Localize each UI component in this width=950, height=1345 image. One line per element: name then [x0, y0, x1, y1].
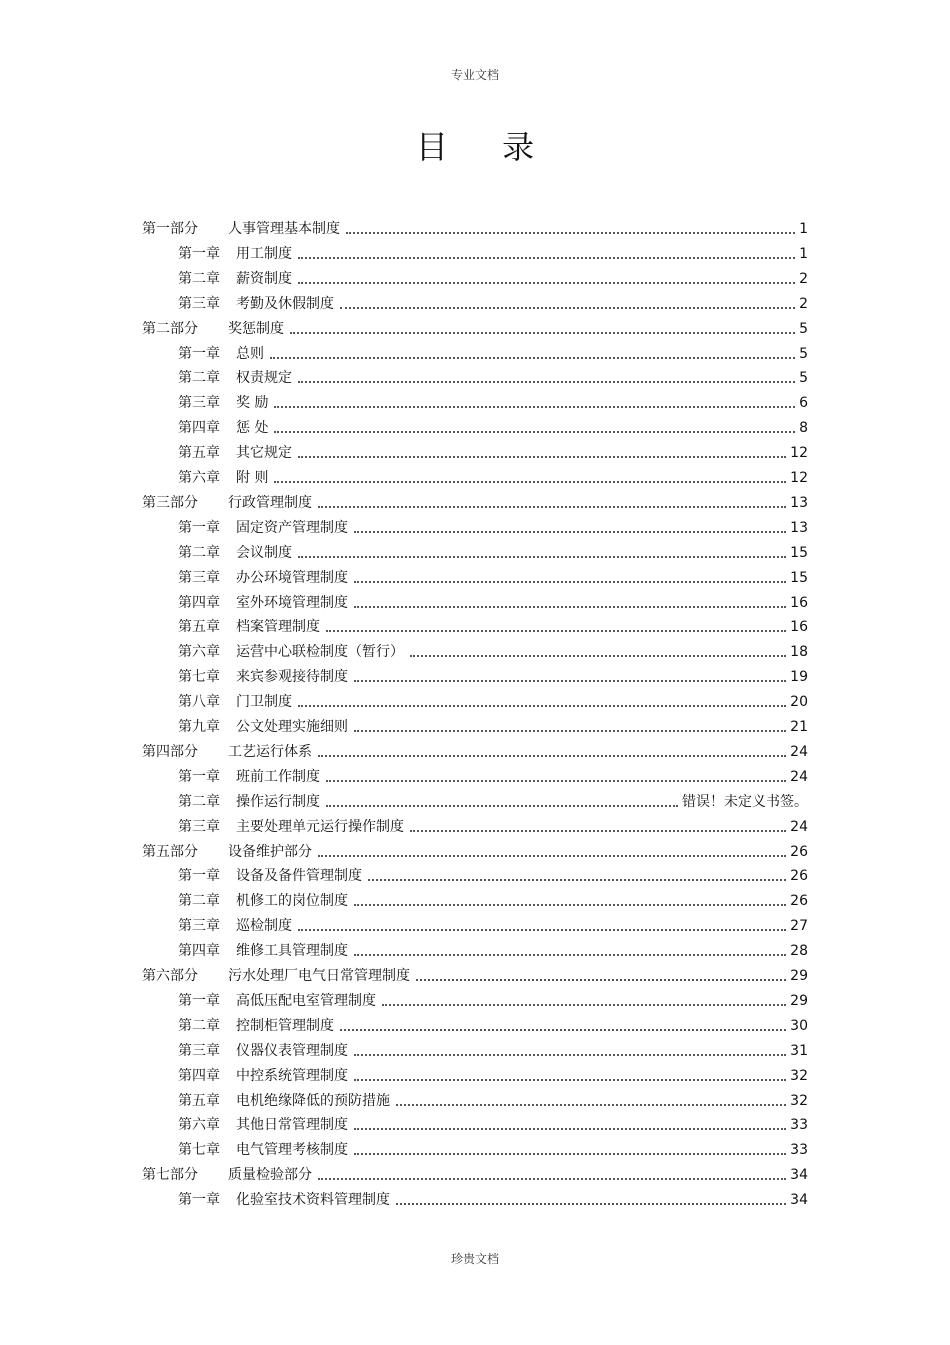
toc-leader-dots — [354, 1153, 786, 1155]
toc-entry-title: 公文处理实施细则 — [236, 719, 348, 735]
toc-leader-dots — [326, 630, 786, 632]
toc-entry-title: 控制柜管理制度 — [236, 1017, 334, 1034]
toc-entry-page: 32 — [790, 1092, 808, 1109]
toc-part-entry[interactable] — [142, 737, 808, 761]
toc-entry-title: 维修工具管理制度 — [236, 943, 348, 960]
toc-entry-title: 电机绝缘降低的预防措施 — [236, 1092, 390, 1109]
toc-entry-page: 1 — [799, 245, 808, 262]
toc-entry-number: 第一章 — [178, 519, 220, 536]
toc-entry-number: 第一章 — [178, 245, 220, 262]
toc-entry-title: 工艺运行体系 — [228, 743, 312, 760]
toc-entry-number: 第七部分 — [142, 1167, 198, 1184]
toc-leader-dots — [354, 606, 786, 608]
toc-chapter-entry[interactable] — [178, 986, 808, 1010]
toc-entry-title: 设备维护部分 — [228, 843, 312, 860]
toc-part-entry[interactable] — [142, 961, 808, 985]
toc-chapter-entry[interactable] — [178, 513, 808, 537]
toc-entry-page: 34 — [790, 1167, 808, 1184]
toc-entry-page: 5 — [799, 345, 808, 362]
toc-chapter-entry[interactable] — [178, 787, 808, 811]
toc-entry-page: 20 — [790, 694, 808, 711]
toc-entry-title: 设备及备件管理制度 — [236, 868, 362, 885]
toc-entry-number: 第七章 — [178, 669, 220, 686]
toc-entry-title: 班前工作制度 — [236, 768, 320, 785]
toc-entry-title: 仪器仪表管理制度 — [236, 1042, 348, 1059]
toc-entry-number: 第五章 — [178, 1092, 220, 1109]
toc-entry-number: 第二章 — [178, 544, 220, 561]
toc-chapter-entry[interactable] — [178, 1185, 808, 1209]
toc-leader-dots — [326, 780, 786, 782]
toc-chapter-entry[interactable] — [178, 911, 808, 935]
toc-entry-page: 19 — [790, 669, 808, 686]
toc-entry-number: 第三章 — [178, 818, 220, 835]
toc-entry-number: 第一章 — [178, 868, 220, 885]
toc-entry-title: 污水处理厂电气日常管理制度 — [228, 968, 410, 984]
toc-leader-dots — [396, 1104, 786, 1106]
toc-entry-page: 24 — [790, 768, 808, 785]
toc-entry-page: 16 — [790, 594, 808, 611]
toc-entry-page: 2 — [799, 270, 808, 287]
toc-entry-title: 室外环境管理制度 — [236, 594, 348, 611]
toc-entry-title: 薪资制度 — [236, 270, 292, 287]
toc-entry-number: 第二章 — [178, 270, 220, 287]
toc-leader-dots — [298, 705, 786, 707]
toc-entry-number: 第四章 — [178, 594, 220, 611]
toc-entry-number: 第三章 — [178, 1042, 220, 1059]
toc-chapter-entry[interactable] — [178, 637, 808, 661]
toc-leader-dots — [354, 531, 786, 533]
toc-entry-number: 第四章 — [178, 420, 220, 437]
toc-entry-number: 第三章 — [178, 918, 220, 935]
toc-entry-title: 惩 处 — [236, 420, 269, 437]
toc-chapter-entry[interactable] — [178, 563, 808, 587]
toc-entry-title: 机修工的岗位制度 — [236, 893, 348, 910]
toc-leader-dots — [354, 581, 786, 583]
toc-leader-dots — [416, 979, 786, 981]
toc-entry-title: 奖 励 — [236, 395, 269, 412]
toc-entry-title: 质量检验部分 — [228, 1167, 312, 1184]
toc-entry-number: 第一章 — [178, 1192, 220, 1209]
toc-entry-page: 13 — [790, 519, 808, 536]
toc-entry-number: 第五章 — [178, 619, 220, 636]
toc-entry-title: 附 则 — [236, 470, 269, 486]
toc-entry-page: 33 — [790, 1142, 808, 1159]
toc-entry-title: 总则 — [236, 345, 264, 362]
toc-entry-page: 29 — [790, 992, 808, 1009]
toc-leader-dots — [298, 556, 786, 558]
toc-leader-dots — [326, 805, 678, 807]
toc-chapter-entry[interactable] — [178, 861, 808, 885]
toc-chapter-entry[interactable] — [178, 363, 808, 387]
toc-entry-page: 31 — [790, 1042, 808, 1059]
toc-entry-page: 30 — [790, 1017, 808, 1034]
toc-leader-dots — [270, 357, 795, 359]
toc-entry-title: 人事管理基本制度 — [228, 221, 340, 237]
toc-chapter-entry[interactable] — [178, 762, 808, 786]
toc-entry-page: 错误！未定义书签。 — [682, 793, 808, 810]
toc-chapter-entry[interactable] — [178, 264, 808, 288]
toc-entry-title: 化验室技术资料管理制度 — [236, 1192, 390, 1209]
toc-leader-dots — [382, 1004, 786, 1006]
toc-entry-title: 档案管理制度 — [236, 619, 320, 636]
toc-entry-title: 奖惩制度 — [228, 320, 284, 337]
toc-entry-title: 电气管理考核制度 — [236, 1142, 348, 1159]
toc-entry-number: 第三部分 — [142, 494, 198, 511]
toc-entry-page: 6 — [799, 395, 808, 412]
toc-chapter-entry[interactable] — [178, 1036, 808, 1060]
toc-part-entry[interactable] — [142, 1160, 808, 1184]
page-header: 专业文档 — [450, 68, 499, 82]
toc-entry-page: 12 — [790, 445, 808, 462]
toc-entry-title: 考勤及休假制度 — [236, 295, 334, 312]
toc-leader-dots — [274, 431, 795, 433]
toc-chapter-entry[interactable] — [178, 687, 808, 711]
toc-chapter-entry[interactable] — [178, 388, 808, 412]
toc-leader-dots — [346, 232, 795, 234]
toc-entry-page: 5 — [799, 370, 808, 387]
toc-leader-dots — [354, 1054, 786, 1056]
toc-entry-number: 第三章 — [178, 569, 220, 586]
toc-leader-dots — [354, 1079, 786, 1081]
toc-entry-page: 16 — [790, 619, 808, 636]
toc-entry-number: 第六章 — [178, 470, 220, 486]
toc-entry-page: 8 — [799, 420, 808, 437]
toc-entry-page: 32 — [790, 1067, 808, 1084]
toc-leader-dots — [396, 1203, 786, 1205]
toc-entry-number: 第一章 — [178, 345, 220, 362]
toc-chapter-entry[interactable] — [178, 339, 808, 363]
toc-part-entry[interactable] — [142, 214, 808, 238]
toc-part-entry[interactable] — [142, 314, 808, 338]
page-title: 目 录 — [415, 128, 557, 166]
toc-entry-title: 来宾参观接待制度 — [236, 669, 348, 686]
toc-entry-title: 门卫制度 — [236, 694, 292, 711]
toc-entry-page: 29 — [790, 968, 808, 984]
toc-entry-number: 第二章 — [178, 1017, 220, 1034]
toc-entry-page: 21 — [790, 719, 808, 735]
toc-entry-title: 其他日常管理制度 — [236, 1117, 348, 1134]
toc-entry-title: 高低压配电室管理制度 — [236, 992, 376, 1009]
toc-entry-number: 第四部分 — [142, 743, 198, 760]
toc-entry-page: 26 — [790, 868, 808, 885]
toc-entry-page: 24 — [790, 743, 808, 760]
toc-entry-number: 第八章 — [178, 694, 220, 711]
toc-leader-dots — [354, 954, 786, 956]
toc-leader-dots — [410, 655, 786, 657]
toc-leader-dots — [410, 830, 786, 832]
toc-leader-dots — [318, 506, 786, 508]
toc-leader-dots — [274, 406, 795, 408]
toc-leader-dots — [274, 481, 786, 483]
toc-chapter-entry[interactable] — [178, 886, 808, 910]
toc-entry-number: 第一章 — [178, 992, 220, 1009]
toc-entry-page: 2 — [799, 295, 808, 312]
toc-entry-title: 巡检制度 — [236, 918, 292, 935]
toc-entry-number: 第一部分 — [142, 221, 198, 237]
toc-entry-number: 第六章 — [178, 1117, 220, 1134]
toc-entry-page: 28 — [790, 943, 808, 960]
toc-chapter-entry[interactable] — [178, 1061, 808, 1085]
toc-chapter-entry[interactable] — [178, 289, 808, 313]
toc-entry-number: 第六部分 — [142, 968, 198, 984]
toc-entry-title: 其它规定 — [236, 445, 292, 462]
toc-leader-dots — [318, 1178, 786, 1180]
toc-entry-number: 第五章 — [178, 445, 220, 462]
toc-entry-page: 18 — [790, 644, 808, 661]
toc-chapter-entry[interactable] — [178, 1110, 808, 1134]
toc-entry-page: 1 — [799, 221, 808, 237]
toc-chapter-entry[interactable] — [178, 438, 808, 462]
toc-entry-number: 第六章 — [178, 644, 220, 661]
toc-chapter-entry[interactable] — [178, 1135, 808, 1159]
toc-chapter-entry[interactable] — [178, 413, 808, 437]
toc-chapter-entry[interactable] — [178, 712, 808, 736]
toc-entry-title: 办公环境管理制度 — [236, 569, 348, 586]
toc-entry-title: 固定资产管理制度 — [236, 519, 348, 536]
toc-chapter-entry[interactable] — [178, 1011, 808, 1035]
toc-entry-page: 15 — [790, 569, 808, 586]
toc-entry-title: 运营中心联检制度（暂行） — [236, 644, 404, 661]
toc-entry-number: 第一章 — [178, 768, 220, 785]
toc-leader-dots — [298, 282, 795, 284]
toc-chapter-entry[interactable] — [178, 463, 808, 487]
toc-entry-title: 操作运行制度 — [236, 793, 320, 810]
toc-entry-number: 第七章 — [178, 1142, 220, 1159]
toc-chapter-entry[interactable] — [178, 588, 808, 612]
toc-leader-dots — [318, 755, 786, 757]
toc-entry-number: 第二章 — [178, 793, 220, 810]
toc-entry-number: 第二章 — [178, 370, 220, 387]
toc-entry-number: 第三章 — [178, 395, 220, 412]
toc-leader-dots — [354, 680, 786, 682]
toc-entry-title: 权责规定 — [236, 370, 292, 387]
toc-leader-dots — [340, 307, 795, 309]
toc-entry-title: 中控系统管理制度 — [236, 1067, 348, 1084]
toc-entry-page: 27 — [790, 918, 808, 935]
page-footer: 珍贵文档 — [450, 1252, 499, 1266]
toc-part-entry[interactable] — [142, 488, 808, 512]
toc-leader-dots — [354, 904, 786, 906]
toc-leader-dots — [340, 1029, 786, 1031]
toc-entry-page: 12 — [790, 470, 808, 486]
toc-leader-dots — [354, 730, 786, 732]
toc-entry-number: 第二章 — [178, 893, 220, 910]
toc-chapter-entry[interactable] — [178, 538, 808, 562]
toc-chapter-entry[interactable] — [178, 612, 808, 636]
toc-chapter-entry[interactable] — [178, 936, 808, 960]
toc-entry-title: 会议制度 — [236, 544, 292, 561]
toc-entry-number: 第四章 — [178, 943, 220, 960]
toc-entry-number: 第二部分 — [142, 320, 198, 337]
toc-leader-dots — [290, 332, 795, 334]
toc-entry-page: 15 — [790, 544, 808, 561]
toc-entry-title: 主要处理单元运行操作制度 — [236, 818, 404, 835]
toc-leader-dots — [368, 879, 786, 881]
toc-leader-dots — [318, 855, 786, 857]
toc-leader-dots — [298, 929, 786, 931]
toc-chapter-entry[interactable] — [178, 239, 808, 263]
toc-entry-number: 第三章 — [178, 295, 220, 312]
toc-entry-page: 5 — [799, 320, 808, 337]
toc-chapter-entry[interactable] — [178, 662, 808, 686]
toc-entry-page: 13 — [790, 494, 808, 511]
toc-entry-page: 33 — [790, 1117, 808, 1134]
toc-leader-dots — [298, 257, 795, 259]
toc-entry-page: 24 — [790, 818, 808, 835]
toc-entry-page: 26 — [790, 843, 808, 860]
toc-entry-title: 行政管理制度 — [228, 494, 312, 511]
toc-entry-number: 第五部分 — [142, 843, 198, 860]
toc-entry-title: 用工制度 — [236, 245, 292, 262]
toc-chapter-entry[interactable] — [178, 1086, 808, 1110]
toc-entry-number: 第四章 — [178, 1067, 220, 1084]
toc-entry-page: 26 — [790, 893, 808, 910]
toc-entry-page: 34 — [790, 1192, 808, 1209]
toc-leader-dots — [298, 456, 786, 458]
toc-leader-dots — [298, 381, 795, 383]
toc-entry-number: 第九章 — [178, 719, 220, 735]
toc-chapter-entry[interactable] — [178, 812, 808, 836]
toc-part-entry[interactable] — [142, 837, 808, 861]
toc-leader-dots — [354, 1128, 786, 1130]
